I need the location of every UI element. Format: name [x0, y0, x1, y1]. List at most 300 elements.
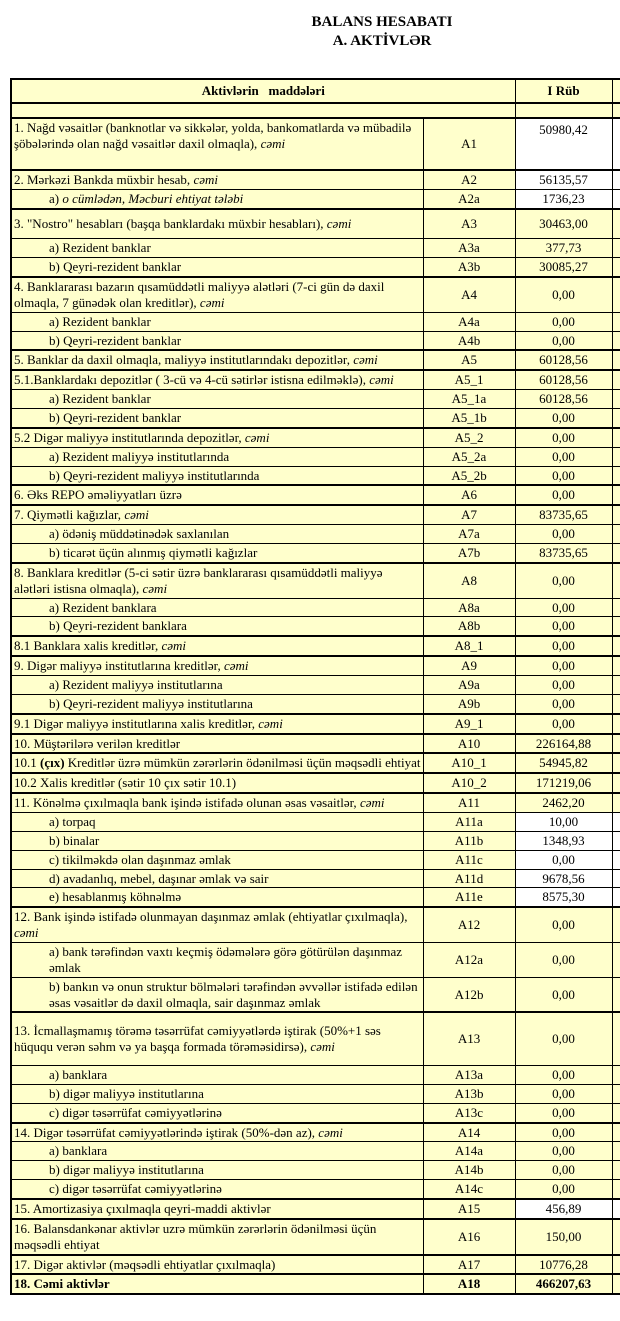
next-column-sliver: [612, 79, 620, 103]
row-label: [11, 239, 423, 258]
table-row: [11, 428, 620, 447]
row-label-text: cəmi: [260, 135, 286, 151]
row-code: A5_2: [423, 428, 515, 447]
row-code: A8b: [423, 617, 515, 636]
row-label: [11, 753, 423, 773]
row-label-text: 9. Digər maliyyə institutlarına kreditlər,: [14, 658, 224, 674]
table-row: [11, 943, 620, 978]
next-column-sliver: [612, 485, 620, 505]
next-column-sliver: [612, 408, 620, 427]
row-label-text: 15. Amortizasiya çıxılmaqla qeyri-maddi aktivlər: [14, 1200, 271, 1216]
row-label: [11, 850, 423, 869]
row-label: [11, 1084, 423, 1103]
table-row: [11, 813, 620, 832]
next-column-sliver: [612, 370, 620, 389]
next-column-sliver: [612, 466, 620, 485]
row-label: [11, 258, 423, 277]
row-value: 30085,27: [515, 258, 612, 277]
row-code: A12b: [423, 977, 515, 1012]
row-value: 0,00: [515, 1180, 612, 1199]
table-row: [11, 977, 620, 1012]
row-label: [11, 466, 423, 485]
row-label-text: a) bank tərəfindən vaxtı keçmiş ödəmələrə görə götürülən daşınmaz əmlak: [49, 944, 403, 975]
row-code: A2a: [423, 189, 515, 208]
row-code: A11a: [423, 813, 515, 832]
row-value: 226164,88: [515, 734, 612, 754]
row-value: 150,00: [515, 1219, 612, 1255]
row-code: A8a: [423, 598, 515, 617]
next-column-sliver: [612, 1084, 620, 1103]
row-label: [11, 793, 423, 812]
row-code: A12a: [423, 943, 515, 978]
table-row: [11, 447, 620, 466]
row-label: [11, 869, 423, 888]
row-code: A18: [423, 1274, 515, 1294]
row-label: [11, 543, 423, 562]
row-label-text: 17. Digər aktivlər (məqsədli ehtiyatlar çıxılmaqla): [14, 1256, 276, 1272]
row-code: A10_2: [423, 773, 515, 793]
table-row: [11, 390, 620, 409]
table-row: [11, 656, 620, 675]
table-header-period: I Rüb: [515, 79, 612, 103]
row-label-text: cəmi: [369, 372, 394, 388]
next-column-sliver: [612, 869, 620, 888]
row-value: 171219,06: [515, 773, 612, 793]
next-column-sliver: [612, 1219, 620, 1255]
row-value: 377,73: [515, 239, 612, 258]
row-label: [11, 1161, 423, 1180]
next-column-sliver: [612, 1012, 620, 1065]
next-column-sliver: [612, 753, 620, 773]
row-value: 60128,56: [515, 350, 612, 370]
next-column-sliver: [612, 258, 620, 277]
row-value[interactable]: 56135,57: [515, 170, 612, 189]
row-label-text: b) ticarət üçün alınmış qiymətli kağızlar: [49, 544, 258, 560]
row-value[interactable]: 10,00: [515, 813, 612, 832]
row-label-text: cəmi: [318, 1124, 343, 1140]
row-label-text: 7. Qiymətli kağızlar,: [14, 507, 125, 523]
row-value[interactable]: 456,89: [515, 1199, 612, 1219]
row-code: A5_2a: [423, 447, 515, 466]
row-label: [11, 907, 423, 942]
row-value: 0,00: [515, 977, 612, 1012]
table-row: [11, 714, 620, 734]
table-row: [11, 1255, 620, 1275]
row-label-text: 6. Əks REPO əməliyyatları üzrə: [14, 487, 182, 503]
row-label-text: cəmi: [326, 216, 352, 232]
next-column-sliver: [612, 543, 620, 562]
next-column-sliver: [612, 525, 620, 544]
row-label: [11, 598, 423, 617]
row-label: [11, 977, 423, 1012]
row-label: [11, 617, 423, 636]
report-title: BALANS HESABATI: [311, 14, 453, 30]
row-label-text: d) avadanlıq, mebel, daşınar əmlak və sair: [49, 870, 269, 886]
table-row: [11, 617, 620, 636]
table-row: [11, 258, 620, 277]
table-spacer-row: [11, 103, 620, 118]
row-label-text: a) Rezident maliyyə institutlarına: [49, 676, 223, 692]
next-column-sliver: [612, 793, 620, 812]
next-column-sliver: [612, 1255, 620, 1275]
row-code: A9b: [423, 694, 515, 713]
row-label-text: b) bankın və onun struktur bölmələri tərəfindən əvvəllər istifadə edilən əsas vəsaitlər də daxil olmaqla, sair daşınmaz əmlak: [49, 978, 418, 1010]
row-label-text: 12. Bank işində istifadə olunmayan daşınmaz əmlak (ehtiyatlar çıxılmaqla),: [14, 909, 408, 925]
row-label: [11, 1274, 423, 1294]
row-value: 0,00: [515, 312, 612, 331]
row-label: [11, 1123, 423, 1142]
row-value: 0,00: [515, 466, 612, 485]
table-row: [11, 350, 620, 370]
next-column-sliver: [612, 118, 620, 170]
row-label-text: a): [49, 190, 63, 206]
row-label-text: cəmi: [258, 715, 283, 731]
next-column-sliver: [612, 734, 620, 754]
next-column-sliver: [612, 350, 620, 370]
row-label-text: b) binalar: [49, 832, 100, 848]
row-value[interactable]: 50980,42: [515, 118, 612, 170]
row-label: [11, 1103, 423, 1122]
row-code: A14: [423, 1123, 515, 1142]
row-label-text: a) Rezident banklar: [49, 313, 151, 329]
table-row: [11, 189, 620, 208]
table-header-row: [11, 79, 620, 103]
table-row: [11, 598, 620, 617]
row-value: 0,00: [515, 598, 612, 617]
next-column-sliver: [612, 563, 620, 598]
table-row: [11, 1012, 620, 1065]
row-label-text: a) Rezident maliyyə institutlarında: [49, 448, 230, 464]
table-row: [11, 734, 620, 754]
row-code: A6: [423, 485, 515, 505]
next-column-sliver: [612, 277, 620, 312]
table-row: [11, 408, 620, 427]
next-column-sliver: [612, 1274, 620, 1294]
table-row: [11, 694, 620, 713]
table-row: [11, 1219, 620, 1255]
next-column-sliver: [612, 239, 620, 258]
row-code: A2: [423, 170, 515, 189]
row-label-text: b) digər maliyyə institutlarına: [49, 1085, 204, 1101]
row-label: [11, 277, 423, 312]
row-label-text: b) Qeyri-rezident maliyyə institutlarına: [49, 695, 253, 711]
table-row: [11, 543, 620, 562]
row-code: A5: [423, 350, 515, 370]
next-column-sliver: [612, 656, 620, 675]
row-label: [11, 1065, 423, 1084]
row-value: 0,00: [515, 1161, 612, 1180]
table-row: [11, 118, 620, 170]
row-label-text: cəmi: [14, 925, 39, 941]
row-label-text: b) Qeyri-rezident banklara: [49, 618, 187, 634]
next-column-sliver: [612, 428, 620, 447]
row-code: A9a: [423, 675, 515, 694]
table-row: [11, 773, 620, 793]
row-code: A4: [423, 277, 515, 312]
row-value: 10776,28: [515, 1255, 612, 1275]
row-code: A16: [423, 1219, 515, 1255]
next-column-sliver: [612, 189, 620, 208]
row-code: A3a: [423, 239, 515, 258]
row-value: 0,00: [515, 943, 612, 978]
row-label-text: 8. Banklara kreditlər (5-ci sətir üzrə banklararası qısamüddətli maliyyə alətləri istisna olmaqla),: [14, 564, 383, 596]
table-row: [11, 869, 620, 888]
row-label-text: cəmi: [353, 352, 378, 368]
row-code: A13: [423, 1012, 515, 1065]
next-column-sliver: [612, 209, 620, 239]
next-column-sliver: [612, 714, 620, 734]
row-label: [11, 170, 423, 189]
row-value: 0,00: [515, 675, 612, 694]
next-column-sliver: [612, 447, 620, 466]
row-label: [11, 312, 423, 331]
row-label-text: 9.1 Digər maliyyə institutlarına xalis kreditlər,: [14, 715, 259, 731]
next-column-sliver: [612, 331, 620, 350]
row-value[interactable]: 0,00: [515, 850, 612, 869]
row-code: A3b: [423, 258, 515, 277]
row-label: [11, 118, 423, 170]
assets-table: [10, 78, 620, 1295]
row-value: 0,00: [515, 428, 612, 447]
table-row: [11, 907, 620, 942]
row-label: [11, 350, 423, 370]
row-value: 0,00: [515, 907, 612, 942]
row-code: A5_1a: [423, 390, 515, 409]
row-label-text: a) Rezident banklara: [49, 599, 157, 615]
row-label: [11, 1142, 423, 1161]
table-row: [11, 170, 620, 189]
row-label-text: 1. Nağd vəsaitlər (banknotlar və sikkələr, yolda, bankomatlarda və mübadilə şöbələrində olan nağd vəsaitlər daxil olmaqla),: [14, 120, 412, 151]
table-row: [11, 1180, 620, 1199]
report-title-block: [0, 13, 620, 51]
row-label: [11, 331, 423, 350]
row-label-text: cəmi: [142, 580, 168, 596]
table-row: [11, 636, 620, 656]
row-label-text: (çıx): [40, 755, 65, 771]
row-value: 0,00: [515, 694, 612, 713]
row-label: [11, 1219, 423, 1255]
table-row: [11, 331, 620, 350]
row-label-text: a) banklara: [49, 1143, 108, 1159]
row-value: 0,00: [515, 617, 612, 636]
next-column-sliver: [612, 170, 620, 189]
row-label-text: c) tikilməkdə olan daşınmaz əmlak: [49, 851, 231, 867]
row-code: A10_1: [423, 753, 515, 773]
table-row: [11, 1274, 620, 1294]
row-label-text: b) Qeyri-rezident maliyyə institutlarında: [49, 467, 260, 483]
row-code: A8: [423, 563, 515, 598]
row-label: [11, 1255, 423, 1275]
row-label: [11, 428, 423, 447]
row-label-text: 18. Cəmi aktivlər: [14, 1276, 110, 1292]
row-value: 0,00: [515, 636, 612, 656]
table-row: [11, 850, 620, 869]
row-label: [11, 888, 423, 907]
table-row: [11, 370, 620, 389]
next-column-sliver: [612, 390, 620, 409]
row-value: 0,00: [515, 714, 612, 734]
next-column-sliver: [612, 813, 620, 832]
row-code: A11b: [423, 831, 515, 850]
row-label-text: cəmi: [161, 638, 187, 654]
table-header-items: Aktivlərin maddələri: [11, 79, 515, 103]
row-code: A14c: [423, 1180, 515, 1199]
table-row: [11, 312, 620, 331]
row-code: A5_1: [423, 370, 515, 389]
row-value: 0,00: [515, 447, 612, 466]
table-row: [11, 1123, 620, 1142]
table-row: [11, 1065, 620, 1084]
row-label: [11, 694, 423, 713]
row-code: A7a: [423, 525, 515, 544]
row-label-text: 14. Digər təsərrüfat cəmiyyətlərində iştirak (50%-dən az),: [14, 1124, 319, 1140]
row-label: [11, 370, 423, 389]
next-column-sliver: [612, 598, 620, 617]
next-column-sliver: [612, 636, 620, 656]
row-label-text: a) Rezident banklar: [49, 240, 151, 256]
row-code: A11e: [423, 888, 515, 907]
next-column-sliver: [612, 888, 620, 907]
row-value: 0,00: [515, 277, 612, 312]
row-label: [11, 447, 423, 466]
next-column-sliver: [612, 773, 620, 793]
row-label-text: cəmi: [244, 429, 270, 445]
table-row: [11, 831, 620, 850]
table-row: [11, 563, 620, 598]
row-label-text: 3. "Nostro" hesabları (başqa banklardakı müxbir hesabları),: [14, 216, 327, 232]
row-label: [11, 1199, 423, 1219]
row-code: A7: [423, 505, 515, 524]
table-row: [11, 753, 620, 773]
table-row: [11, 888, 620, 907]
row-label-text: e) hesablanmış köhnəlmə: [49, 889, 182, 905]
row-label-text: a) Rezident banklar: [49, 391, 151, 407]
row-value[interactable]: 8575,30: [515, 888, 612, 907]
row-value: 0,00: [515, 331, 612, 350]
next-column-sliver: [612, 694, 620, 713]
next-column-sliver: [612, 943, 620, 978]
row-label: [11, 675, 423, 694]
next-column-sliver: [612, 1123, 620, 1142]
row-label-text: 4. Banklararası bazarın qısamüddətli maliyyə alətləri (7-ci gün də daxil olmaqla, 7 günədək olan kreditlər),: [14, 278, 385, 310]
row-code: A11c: [423, 850, 515, 869]
row-value: 60128,56: [515, 390, 612, 409]
row-value: 0,00: [515, 1103, 612, 1122]
row-code: A14b: [423, 1161, 515, 1180]
row-label-text: a) ödəniş müddətinədək saxlanılan: [49, 526, 230, 542]
row-label-text: cəmi: [223, 658, 249, 674]
row-code: A1: [423, 118, 515, 170]
row-label: [11, 943, 423, 978]
row-label-text: 8.1 Banklara xalis kreditlər,: [14, 638, 162, 654]
row-value: 83735,65: [515, 505, 612, 524]
table-row: [11, 675, 620, 694]
row-label-text: b) digər maliyyə institutlarına: [49, 1162, 204, 1178]
row-code: A11d: [423, 869, 515, 888]
table-row: [11, 277, 620, 312]
table-row: [11, 793, 620, 812]
table-row: [11, 1161, 620, 1180]
row-value[interactable]: 1736,23: [515, 189, 612, 208]
row-value: 0,00: [515, 485, 612, 505]
next-column-sliver: [612, 1103, 620, 1122]
row-value: 0,00: [515, 1084, 612, 1103]
row-value: 0,00: [515, 1065, 612, 1084]
row-label: [11, 773, 423, 793]
row-label: [11, 408, 423, 427]
row-label: [11, 734, 423, 754]
row-value: 0,00: [515, 1142, 612, 1161]
row-label: [11, 189, 423, 208]
row-label-text: o cümlədən, Məcburi ehtiyat tələbi: [62, 190, 244, 206]
row-label: [11, 209, 423, 239]
row-label: [11, 656, 423, 675]
row-code: A8_1: [423, 636, 515, 656]
row-label-text: 10.2 Xalis kreditlər (sətir 10 çıx sətir 10.1): [14, 775, 237, 791]
row-label-text: cəmi: [193, 172, 218, 187]
row-code: A14a: [423, 1142, 515, 1161]
row-label-text: cəmi: [124, 507, 149, 523]
row-label: [11, 505, 423, 524]
next-column-sliver: [612, 1161, 620, 1180]
row-value[interactable]: 1348,93: [515, 831, 612, 850]
next-column-sliver: [612, 505, 620, 524]
row-value: 60128,56: [515, 370, 612, 389]
next-column-sliver: [612, 1065, 620, 1084]
next-column-sliver: [612, 1180, 620, 1199]
row-label-text: b) Qeyri-rezident banklar: [49, 409, 182, 425]
row-code: A12: [423, 907, 515, 942]
row-label-text: Kreditlər üzrə mümkün zərərlərin ödənilməsi üçün məqsədli ehtiyat: [64, 755, 421, 771]
row-label: [11, 1012, 423, 1065]
row-code: A3: [423, 209, 515, 239]
row-label-text: 11. Könəlmə çıxılmaqla bank işində istifadə olunan əsas vəsaitlər,: [14, 795, 360, 811]
assets-table-body: [11, 79, 620, 1294]
row-code: A4a: [423, 312, 515, 331]
row-label: [11, 1180, 423, 1199]
table-row: [11, 1103, 620, 1122]
row-label-text: c) digər təsərrüfat cəmiyyətlərinə: [49, 1181, 222, 1197]
next-column-sliver: [612, 1142, 620, 1161]
row-value: 2462,20: [515, 793, 612, 812]
row-label-text: b) Qeyri-rezident banklar: [49, 332, 182, 348]
row-label-text: 13. İcmallaşmamış törəmə təsərrüfat cəmiyyətlərdə iştirak (50%+1 səs hüququ verən səhm və ya başqa formada törəməsidirsə),: [14, 1023, 381, 1055]
row-value[interactable]: 9678,56: [515, 869, 612, 888]
row-label-text: 5.2 Digər maliyyə institutlarında depozitlər,: [14, 429, 245, 445]
next-column-sliver: [612, 907, 620, 942]
table-row: [11, 239, 620, 258]
row-value: 0,00: [515, 1012, 612, 1065]
row-code: A13b: [423, 1084, 515, 1103]
row-label-text: a) banklara: [49, 1066, 108, 1082]
row-code: A10: [423, 734, 515, 754]
row-label-text: 10.1: [14, 755, 40, 771]
row-value: 0,00: [515, 656, 612, 675]
row-label-text: a) torpaq: [49, 814, 96, 829]
row-value: 0,00: [515, 525, 612, 544]
row-label-text: cəmi: [199, 294, 225, 310]
table-row: [11, 209, 620, 239]
row-code: A4b: [423, 331, 515, 350]
row-code: A9: [423, 656, 515, 675]
row-value: 0,00: [515, 408, 612, 427]
row-label-text: 5.1.Banklardakı depozitlər ( 3-cü və 4-cü sətirlər istisna edilməklə),: [14, 372, 370, 388]
next-column-sliver: [612, 103, 620, 118]
row-label: [11, 636, 423, 656]
row-value: 0,00: [515, 1123, 612, 1142]
table-row: [11, 1142, 620, 1161]
row-label-text: cəmi: [359, 795, 385, 811]
